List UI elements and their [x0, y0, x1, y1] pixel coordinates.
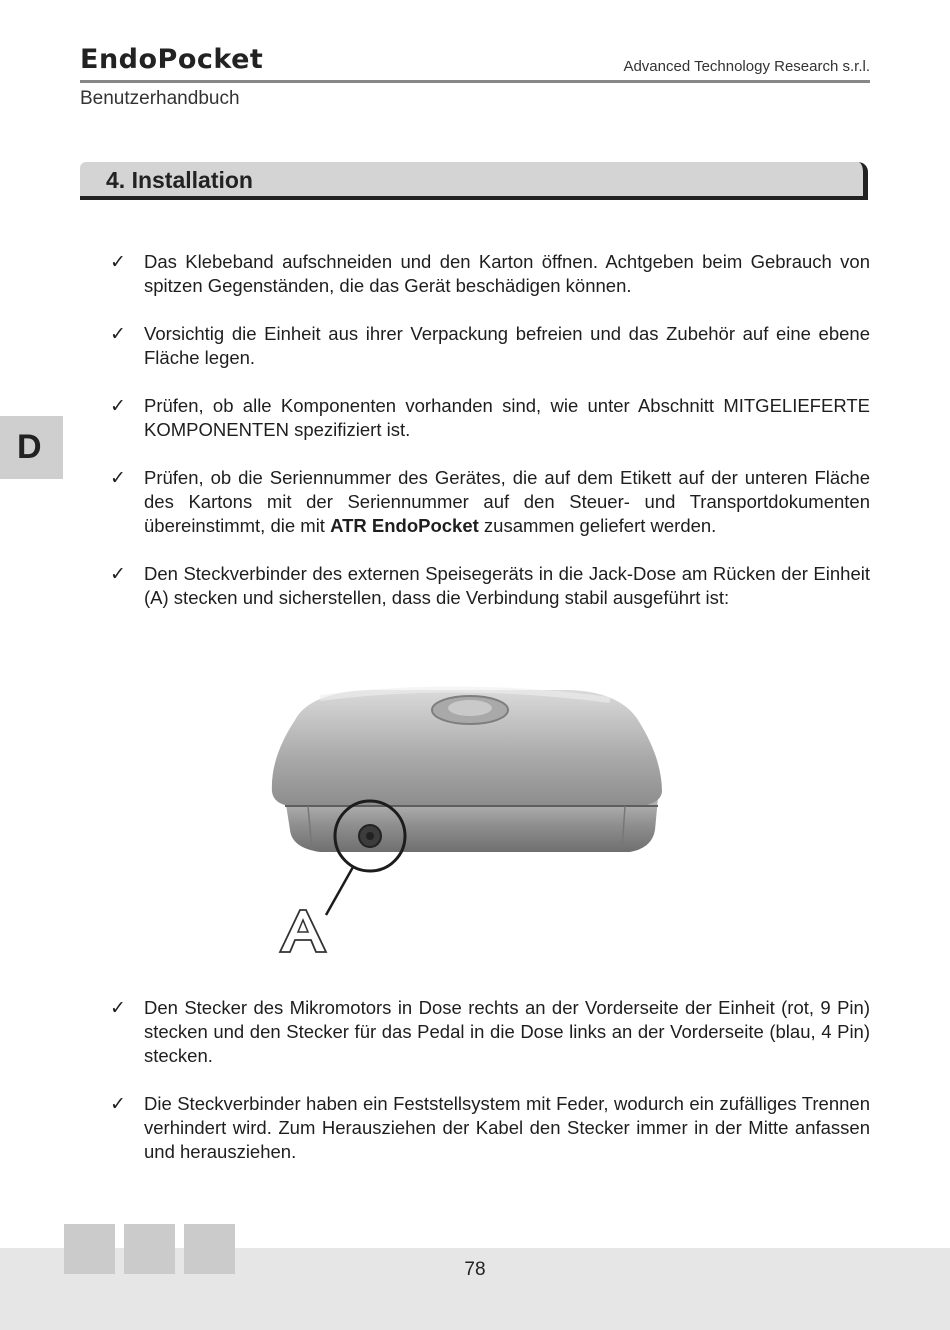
check-icon: ✓ — [110, 395, 126, 417]
instruction-list-bottom — [110, 996, 870, 1164]
list-item — [110, 466, 870, 538]
item-text-post: zusammen geliefert werden. — [478, 515, 717, 536]
item-text: Die Steckverbinder haben ein Feststellsystem mit Feder, wodurch ein zufälliges Trennen verhindert wird. Zum Herausziehen der Kabel den Stecker immer in der Mitte anfassen und herausziehen. — [144, 1093, 870, 1162]
page-number: 78 — [464, 1259, 486, 1280]
list-item — [110, 250, 870, 298]
list-item — [110, 1092, 870, 1164]
list-item — [110, 394, 870, 442]
check-icon: ✓ — [110, 1093, 126, 1115]
list-item — [110, 322, 870, 370]
section-header — [80, 162, 868, 200]
product-name: ATR EndoPocket — [330, 515, 479, 536]
item-text-pre: Prüfen, ob die Seriennummer des Gerätes, die auf dem Etikett auf der unteren Fläche des Kartons mit der Seriennummer auf den Steuer- und Transportdokumenten übereinstimmt, die mit — [144, 467, 870, 536]
section-title: 4. Installation — [106, 167, 253, 193]
header-divider — [80, 80, 870, 83]
check-icon: ✓ — [110, 997, 126, 1019]
list-item — [110, 562, 870, 610]
item-text: Den Stecker des Mikromotors in Dose rechts an der Vorderseite der Einheit (rot, 9 Pin) stecken und den Stecker für das Pedal in die Dose links an der Vorderseite (blau, 4 Pin) stecken. — [144, 997, 870, 1066]
check-icon: ✓ — [110, 251, 126, 273]
device-photo — [260, 680, 680, 960]
company-name: Advanced Technology Research s.r.l. — [623, 58, 870, 75]
check-icon: ✓ — [110, 323, 126, 345]
check-icon: ✓ — [110, 467, 126, 489]
check-icon: ✓ — [110, 563, 126, 585]
manual-title: Benutzerhandbuch — [80, 88, 240, 109]
language-tab — [0, 416, 63, 479]
item-text: Den Steckverbinder des externen Speisegeräts in die Jack-Dose am Rücken der Einheit (A) stecken und sicherstellen, dass die Verbindung stabil ausgeführt ist: — [144, 563, 870, 608]
list-item — [110, 996, 870, 1068]
item-text: Prüfen, ob alle Komponenten vorhanden sind, wie unter Abschnitt MITGELIEFERTE KOMPONENTEN spezifiziert ist. — [144, 395, 870, 440]
item-text: Vorsichtig die Einheit aus ihrer Verpackung befreien und das Zubehör auf eine ebene Fläche legen. — [144, 323, 870, 368]
instruction-list-top — [110, 250, 870, 610]
brand-logo: EndoPocket — [80, 44, 264, 75]
item-text: Das Klebeband aufschneiden und den Karton öffnen. Achtgeben beim Gebrauch von spitzen Gegenständen, die das Gerät beschädigen können. — [144, 251, 870, 296]
language-tab-letter: D — [17, 428, 42, 466]
